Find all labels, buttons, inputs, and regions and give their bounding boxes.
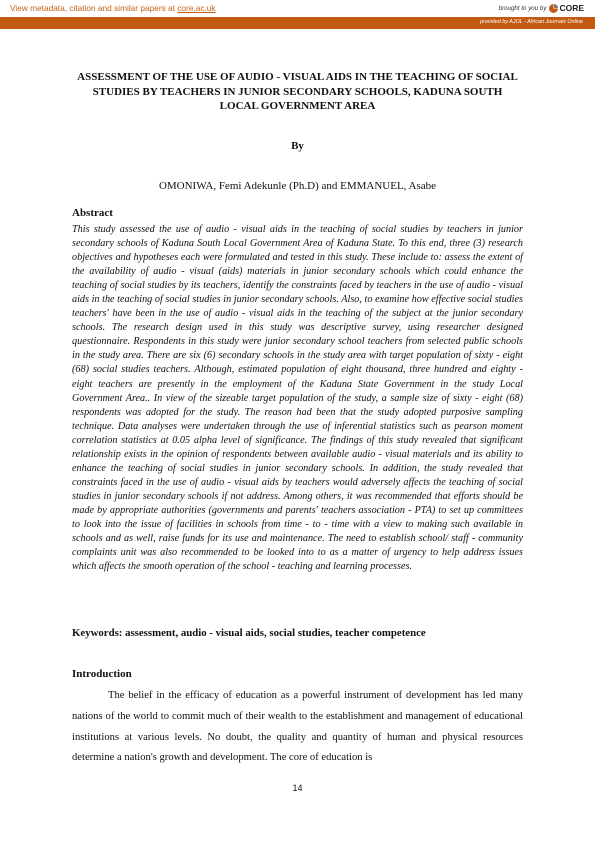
provided-by-text: provided by AJOL - African Journals Online bbox=[480, 19, 583, 25]
provider-bar bbox=[0, 17, 595, 29]
by-label: By bbox=[291, 140, 304, 152]
introduction-body: The belief in the efficacy of education as a powerful instrument of development has led many nations of the world to commit much of their wealth to the establishment and management of educational institutions at various levels. No doubt, the quality and quantity of human and physical resources determine a nation's growth and development. The core of education is bbox=[72, 690, 523, 764]
core-link[interactable]: core.ac.uk bbox=[177, 3, 216, 13]
abstract-body: This study assessed the use of audio - visual aids in the teaching of social studies by teachers in junior secondary schools of Kaduna South Local Government Area of Kaduna State. To this end, three (3) research objectives and hypotheses each were formulated and tested in this study. These include to: assess the extent of the availability of audio - visual (aids) materials in junior secondary schools which could enhance the teaching of social studies by its teachers, identify the constraints faced by teachers in the use of audio - visual aids in the teaching of social studies in junior secondary schools. Also, to examine how effective social studies teachers' have been in the use of audio - visual aids in the teaching of the subject at the junior secondary schools. The research design used in this study was descriptive survey, using researcher designed questionnaire. Respondents in this study were junior secondary school teachers from selected public schools in the study area. There are six (6) secondary schools in the study area with target population of sixty - eight (68) social studies teachers. Although, estimated population of eight thousand, three hundred and eighty - eight teachers are presently in the employment of the Kaduna State Government in the study Local Government Area.. In view of the sizeable target population of the study, a sample size of sixty - eight (68) respondents was adopted for the study. The reason had been that the study adopted purposive sampling technique. Data analyses were undertaken through the use of inferential statistics such as pearson moment correlation statistics at 0.05 alpha level of significance. The findings of this study revealed that significant relationship exists in the opinion of respondents between available audio - visual materials and its ability to enhance the teaching of social studies in junior secondary schools. In addition, the study revealed that constraints faced in the use of audio - visual aids by teachers would adversely affects the teaching of social studies in junior secondary schools if not address. Among others, it was recommended that efforts should be made by appropriate authorities (governments and parents' teachers association - PTA) to set up committees to look into the issue of facilities in schools from time - to - time with a view to making such available in schools and as well, raise funds for its use and maintenance. The need to establish school/ staff - community complaints unit was also recommended to be looked into to as a matter of urgency to help address issues which affects the smooth operation of the school - teaching and learning processes. bbox=[72, 224, 523, 573]
metadata-prefix: View metadata, citation and similar papers at bbox=[10, 3, 178, 13]
core-banner bbox=[0, 0, 595, 17]
keywords-line: Keywords: assessment, audio - visual aids, social studies, teacher competence bbox=[72, 627, 426, 639]
core-logo[interactable] bbox=[549, 3, 584, 13]
core-logo-text: CORE bbox=[559, 3, 584, 13]
page-number: 14 bbox=[292, 783, 303, 793]
abstract-heading: Abstract bbox=[72, 207, 113, 219]
brought-by bbox=[499, 3, 584, 13]
core-logo-icon bbox=[549, 4, 558, 13]
metadata-link-line bbox=[10, 3, 216, 13]
brought-by-text: brought to you by bbox=[498, 4, 547, 12]
introduction-heading: Introduction bbox=[72, 668, 132, 680]
paper-title: ASSESSMENT OF THE USE OF AUDIO - VISUAL AIDS IN THE TEACHING OF SOCIAL STUDIES BY TEACHERS IN JUNIOR SECONDARY SCHOOLS, KADUNA SOUTH LOCAL GOVERNMENT AREA bbox=[77, 71, 518, 112]
authors-line: OMONIWA, Femi Adekunle (Ph.D) and EMMANUEL, Asabe bbox=[158, 180, 437, 192]
